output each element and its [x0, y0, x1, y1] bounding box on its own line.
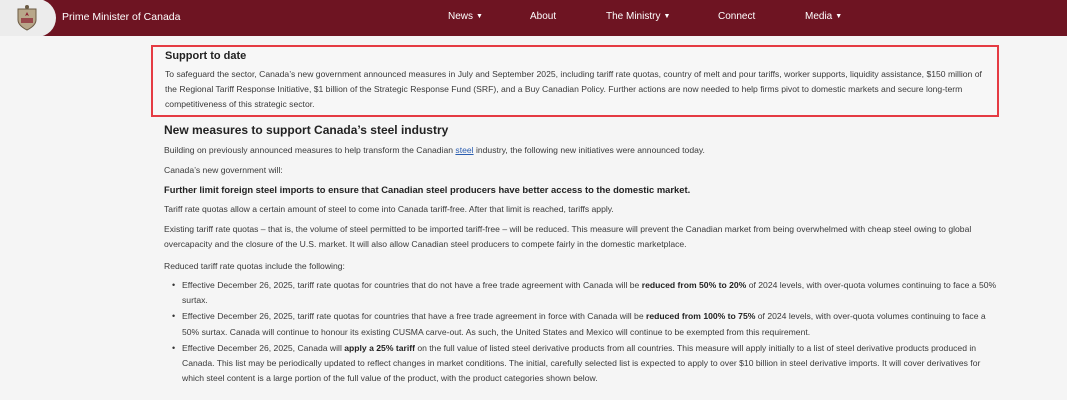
reduced-quota-list [182, 278, 997, 387]
main-content [0, 36, 1067, 400]
nav-media[interactable]: Media ▼ [805, 11, 843, 22]
existing-quota-paragraph: Existing tariff rate quotas – that is, the volume of steel permitted to be imported tariff-free – will be reduced. This measure will prevent the Canadian market from being overwhelmed with cheap steel owing to global overcapacity and the closure of the U.S. market. It will also allow Canadian steel producers to compete fairly in the domestic marketplace. [164, 224, 972, 250]
nav-news[interactable]: News ▼ [448, 11, 483, 22]
support-body: To safeguard the sector, Canada’s new government announced measures in July and September 2025, including tariff rate quotas, country of melt and pour tariffs, worker supports, liquidity assistance, $150 million of the Regional Tariff Response Initiative, $1 billion of the Strategic Response Fund (SRF), and a Buy Canadian Policy. Further actions are now needed to help firms pivot to domestic markets and secure long-term competitiveness of this strategic sector. [165, 69, 982, 110]
measures-intro: Building on previously announced measures to help transform the Canadian steel industry, the following new initiatives were announced today. [164, 145, 705, 155]
list-item: • Effective December 26, 2025, tariff rate quotas for countries that do not have a free trade agreement with Canada will be reduced from 50% to 20% of 2024 levels, with over-quota volumes continuing to face a 50% surtax. [182, 278, 997, 308]
reduced-quota-intro: Reduced tariff rate quotas include the following: [164, 261, 345, 271]
list-item: • Effective December 26, 2025, tariff rate quotas for countries that have a free trade agreement in force with Canada will be reduced from 100% to 75% of 2024 levels, with over-quota volumes continuing to face a 50% surtax. Canada will continue to honour its existing CUSMA carve-out. As such, the United States and Mexico will continue to be exempted from this requirement. [182, 309, 997, 339]
measures-heading: New measures to support Canada’s steel industry [164, 123, 449, 137]
chevron-down-icon: ▼ [663, 13, 671, 20]
chevron-down-icon: ▼ [476, 13, 483, 20]
steel-link[interactable]: steel [455, 145, 474, 155]
gov-will-text: Canada’s new government will: [164, 165, 283, 175]
support-heading: Support to date [165, 50, 247, 62]
chevron-down-icon: ▼ [835, 13, 843, 20]
support-to-date-section [151, 45, 999, 117]
main-nav [0, 0, 1067, 36]
list-item: • Effective December 26, 2025, Canada will apply a 25% tariff on the full value of listed steel derivative products from all countries. This measure will apply initially to a list of steel derivative products produced in Canada. This list may be periodically updated to reflect changes in market conditions. The initial, carefully selected list is expected to apply to over $10 billion in steel derivative imports. It will cover derivatives for which steel content is a large portion of the full value of the product, with the product categories shown below. [182, 341, 997, 387]
site-brand-link[interactable]: Prime Minister of Canada [62, 11, 181, 23]
nav-about[interactable]: About [530, 11, 557, 22]
site-header [0, 0, 1067, 36]
import-limit-subheading: Further limit foreign steel imports to ensure that Canadian steel producers have better access to the domestic market. [164, 184, 691, 195]
nav-connect[interactable]: Connect [718, 11, 756, 22]
tariff-quota-paragraph: Tariff rate quotas allow a certain amount of steel to come into Canada tariff-free. After that limit is reached, tariffs apply. [164, 204, 614, 214]
nav-the-ministry[interactable]: The Ministry ▼ [606, 11, 671, 22]
